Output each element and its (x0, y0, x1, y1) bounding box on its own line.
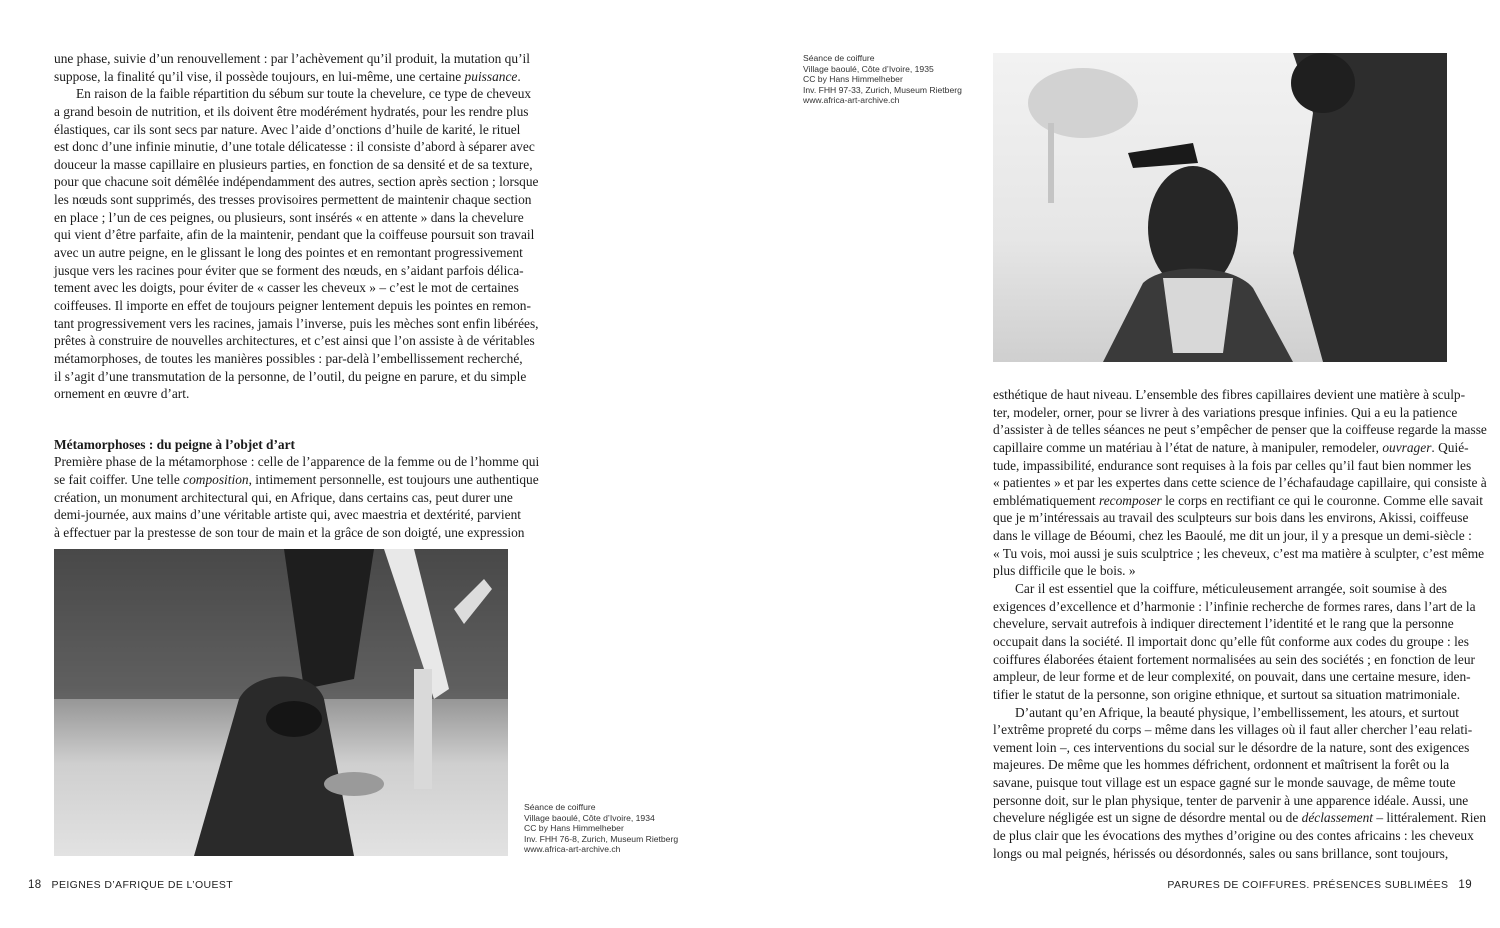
text-line: D’autant qu’en Afrique, la beauté physique, l’embellissement, les atours, et surtout (1015, 704, 1460, 720)
left-body-text-2 (54, 453, 540, 541)
text-line: a grand besoin de nutrition, et ils doivent être modérément hydratés, pour les rendre plus (54, 103, 529, 119)
text-line: majeures. De même que les hommes défrichent, ordonnent et maîtrisent la forêt ou la (993, 757, 1450, 773)
text-line: que je m’intéressais au travail des sculpteurs sur bois dans les environs, Akissi, coiffeuse (993, 510, 1469, 526)
running-title: PARURES DE COIFFURES. PRÉSENCES SUBLIMÉES (1167, 879, 1449, 891)
emphasis: ouvrager (1382, 439, 1432, 455)
left-body-text-1 (54, 50, 539, 403)
text-line: ter, modeler, orner, pour se livrer à des variations presque infinies. Qui a eu la patience (993, 404, 1458, 420)
right-body-text (993, 386, 1487, 862)
section-heading: Métamorphoses : du peigne à l’objet d’art (54, 436, 296, 452)
text-line: création, un monument architectural qui, en Afrique, dans certains cas, peut durer une (54, 489, 513, 505)
text-line: esthétique de haut niveau. L’ensemble des fibres capillaires devient une matière à sculp- (993, 387, 1466, 402)
photo-caption-right (803, 53, 962, 106)
text-line: exigences d’excellence et d’harmonie : l’infinie recherche de formes rares, dans l’art de la (993, 598, 1476, 614)
text-line: l’extrême propreté du corps – même dans les villages où il faut aller chercher l’eau relati- (993, 722, 1473, 738)
text-line: vement loin –, ces interventions du social sur le désordre de la nature, sont des exigences (993, 739, 1470, 755)
text-line: ampleur, de leur forme et de leur complexité, on pouvait, dans une certaine mesure, iden- (993, 669, 1471, 685)
emphasis: composition (183, 472, 249, 488)
text-line: « Tu vois, moi aussi je suis sculptrice ; les cheveux, c’est ma matière à sculpter, c’est même (993, 545, 1485, 561)
text-line: douceur la masse capillaire en plusieurs parties, en fonction de sa densité et de sa texture, (54, 156, 533, 172)
caption-line: Inv. FHH 97-33, Zurich, Museum Rietberg (803, 84, 962, 95)
caption-line: CC by Hans Himmelheber (524, 823, 624, 834)
text-line: personne doit, sur le plan physique, tenter de parvenir à une apparence idéale. Aussi, une (993, 792, 1469, 808)
photo-illustration (993, 53, 1447, 362)
text-line: coiffures élaborées étaient fortement normalisées au sein des sociétés ; en fonction de leur (993, 651, 1476, 667)
text-line: En raison de la faible répartition du sébum sur toute la chevelure, ce type de cheveux (76, 86, 532, 102)
text-line: une phase, suivie d’un renouvellement : par l’achèvement qu’il produit, la mutation qu’il (54, 51, 530, 66)
text-line: tifier le statut de la personne, son origine ethnique, et surtout sa situation matrimoniale. (993, 686, 1461, 702)
page-number: 18 (28, 879, 42, 891)
text-line: ornement en œuvre d’art. (54, 386, 190, 402)
text-line: chevelure négligée est un signe de désordre mental ou de déclassement – littéralement. Rien (993, 810, 1487, 826)
text-line: se fait coiffer. Une telle composition, intimement personnelle, est toujours une authentique (54, 472, 539, 488)
text-line: demi-journée, aux mains d’une véritable artiste qui, avec maestria et dextérité, parvient (54, 507, 521, 523)
right-text-column (993, 386, 1487, 862)
text-line: qui vient d’être parfaite, afin de la maintenir, pendant que la coiffeuse poursuit son travail (54, 227, 535, 243)
text-line: Car il est essentiel que la coiffure, méticuleusement arrangée, soit soumise à des (1015, 581, 1447, 597)
caption-line: CC by Hans Himmelheber (803, 74, 903, 85)
left-text-column (54, 50, 540, 542)
text-line: « patientes » et par les expertes dans cette science de l’échafaudage capillaire, qui consiste à (993, 475, 1487, 491)
hairdressing-photo-1934 (54, 549, 508, 856)
text-line: élastiques, car ils sont secs par nature. Avec l’aide d’onctions d’huile de karité, le rituel (54, 121, 521, 137)
text-line: plus difficile que le bois. » (993, 563, 1136, 579)
photo-caption-left (524, 802, 678, 855)
caption-line: Village baoulé, Côte d’Ivoire, 1934 (524, 812, 655, 823)
text-line: les nœuds sont supprimés, des tresses provisoires permettent de maintenir chaque section (54, 192, 532, 208)
right-footer (1167, 879, 1472, 891)
text-line: tant progressivement vers les racines, jamais l’inverse, puis les mèches sont enfin libérées, (54, 315, 539, 331)
text-line: longs ou mal peignés, hérissés ou désordonnés, sales ou sans brillance, sont toujours, (993, 845, 1449, 861)
emphasis: recomposer (1098, 492, 1162, 508)
text-line: Première phase de la métamorphose : celle de l’apparence de la femme ou de l’homme qui (54, 454, 540, 470)
text-line: savane, puisque tout village est un espace gagné sur le monde sauvage, de même toute (993, 775, 1456, 791)
text-line: chevelure, servait autrefois à indiquer directement l’identité et le rang que la personne (993, 616, 1454, 632)
caption-line: Séance de coiffure (524, 802, 596, 812)
text-line: en place ; l’un de ces peignes, ou plusieurs, sont insérés « en attente » dans la chevelure (54, 209, 524, 225)
text-line: de plus clair que les évocations des mythes d’origine ou des contes africains : les cheveux (993, 828, 1474, 844)
text-line: est donc d’une infinie minutie, d’une totale délicatesse : il consiste d’abord à séparer avec (54, 139, 535, 155)
left-footer (28, 879, 233, 891)
caption-line: Village baoulé, Côte d’Ivoire, 1935 (803, 63, 934, 74)
text-line: suppose, la finalité qu’il vise, il possède toujours, en lui-même, une certaine puissance. (54, 68, 521, 84)
hairdressing-photo-1935 (993, 53, 1447, 362)
emphasis: puissance (464, 68, 518, 84)
text-line: jusque vers les racines pour éviter que se forment des nœuds, en s’aidant parfois délica- (54, 262, 524, 278)
text-line: à effectuer par la prestesse de son tour de main et la grâce de son doigté, une expression (54, 525, 525, 541)
text-line: il s’agit d’une transmutation de la personne, de l’outil, du peigne en parure, et du simple (54, 368, 527, 384)
text-line: métamorphoses, de toutes les manières possibles : par-delà l’embellissement recherché, (54, 350, 523, 366)
page-number: 19 (1458, 879, 1472, 891)
running-title: PEIGNES D’AFRIQUE DE L’OUEST (51, 879, 234, 891)
text-line: coiffeuses. Il importe en effet de toujours peigner lentement depuis les pointes en remon- (54, 297, 531, 313)
text-line: tement avec les doigts, pour éviter de « casser les cheveux » – c’est le mot de certaines (54, 280, 519, 296)
text-line: emblématiquement recomposer le corps en rectifiant ce qui le couronne. Comme elle savait (993, 492, 1483, 508)
emphasis: déclassement (1301, 810, 1374, 826)
text-line: avec un autre peigne, en le glissant le long des pointes et en remontant progressivement (54, 245, 523, 261)
text-line: tude, impassibilité, endurance sont requises à la fois par celles qu’il faut bien nommer les (993, 457, 1472, 473)
text-line: dans le village de Béoumi, chez les Baoulé, me dit un jour, il y a presque un demi-siècle : (993, 528, 1472, 544)
caption-line: Séance de coiffure (803, 53, 875, 63)
caption-line: www.africa-art-archive.ch (803, 95, 900, 106)
text-line: d’assister à de telles séances ne peut s’empêcher de penser que la coiffeuse regarde la masse (993, 422, 1487, 438)
caption-line: Inv. FHH 76-8, Zurich, Museum Rietberg (524, 833, 679, 844)
text-line: pour que chacune soit démêlée indépendamment des autres, section après section ; lorsque (54, 174, 539, 190)
text-line: capillaire comme un matériau à l’état de nature, à manipuler, remodeler, ouvrager. Quié- (993, 439, 1469, 455)
caption-line: www.africa-art-archive.ch (524, 844, 621, 855)
text-line: occupait dans la société. Il importait donc qu’elle fût conforme aux codes du groupe : les (993, 633, 1469, 649)
text-line: prêtes à construire de nouvelles architectures, et c’est ainsi que l’on assiste à de véritables (54, 333, 535, 349)
photo-illustration (54, 549, 508, 856)
